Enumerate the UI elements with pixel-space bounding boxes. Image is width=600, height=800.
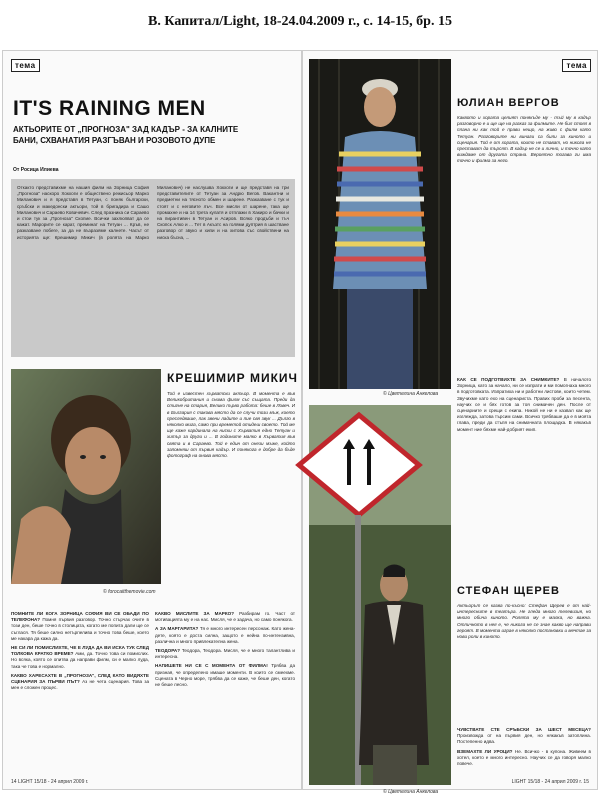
julian-photo <box>309 59 451 389</box>
stefan-qa <box>457 727 591 777</box>
answer: Помня първия разговор. Точно стърчах очите в този ден, беше точно в столицата, когато ме попита дали ще се съглася. Тя беше силно нетърпелива и точно това беше, което ме накара да кажа да. <box>11 617 149 641</box>
question: ТЕОДОРА? <box>155 648 181 654</box>
question: ВЗЕМАХТЕ ЛИ УРОЦИ? <box>457 748 513 754</box>
answer: Произвожда от на първия ден, но някакъв затоплина. Постепенно идва. <box>457 733 591 745</box>
page-footer: 14 LIGHT 15/18 - 24 април 2009 г. <box>11 779 89 785</box>
qa-item <box>11 611 149 642</box>
question: НАПИШЕТЕ НИ СЕ С МОМЕНТА ОТ ФИЛМА! <box>155 663 268 669</box>
stefan-photo <box>309 405 451 785</box>
question: А ЗА МАРГАРИТА? <box>155 626 199 632</box>
qa-item <box>155 648 295 660</box>
photo-credit: © forocaitthemovie.com <box>103 589 156 595</box>
qa-item <box>11 645 149 670</box>
question: КАКВО МИСЛИТЕ ЗА МАРКО? <box>155 611 235 616</box>
portrait-image <box>309 405 451 785</box>
photo-credit: © Цветелина Анкелова <box>383 391 439 397</box>
question: КАКВО ХАРЕСАХТЕ В „ПРОГНОЗА", СЛЕД КАТО ВИДЯХТЕ СЦЕНАРИЯ ЗА ПЪРВИ ПЪТ? <box>11 672 149 685</box>
qa-item <box>155 611 295 623</box>
answer: Разбирам го. Част от мотивацията му е на нас. Мисля, че е задача, но само понякога. <box>155 611 296 623</box>
kresimir-photo <box>11 369 161 584</box>
question: ПОМНИТЕ ЛИ КОГА ЗОРНИЦА СОФИЯ ВИ СЕ ОБАДИ ПО ТЕЛЕФОНА? <box>11 611 149 623</box>
answer: Ами, да. Точно това си помислих. Но всяка, която се опитва да направи филм, си е малко луда, така че това е нормално. <box>11 651 150 669</box>
left-page <box>2 50 302 790</box>
photo-credit: © Цветелина Анкелова <box>383 789 439 795</box>
answer: Аз не чета сценария. Това за мен е сложен процес. <box>11 679 150 691</box>
intro-box <box>11 179 295 357</box>
answer: Тя е много интересен персонаж. Като жена-дете, която е доста силна, защото е нейна по-интензивна, различна и много привлекателна жена. <box>155 626 296 644</box>
qa-column-1 <box>11 611 149 761</box>
answer: В началото Зорница, като за начало, ни се изпрати и ми помогнаха много в подготовката. Изпратиха ни и работни листове, които четем. Звучихме като ехо на сценариста. Правих проби за песента, научих се и бях готов за тоя снимачен ден. После от сценариите и срещи с екипа. Никой не ни е казвал как ще изглежда, затова търсим сами. Всичко трябваше да е в моята глава, преди да стъпя на снимачната площадка. В някакъв момент ние бяхме най-добрият екип. <box>457 377 592 432</box>
byline: От Росица Илиева <box>13 167 59 173</box>
qa-item <box>457 727 591 746</box>
qa-item <box>11 673 149 692</box>
julian-qa <box>457 377 591 577</box>
portrait-image <box>309 59 451 389</box>
qa-item <box>457 749 591 768</box>
section-tag: тема <box>11 59 40 72</box>
right-page <box>302 50 598 795</box>
julian-bio: Каквото и хората целият понякъде му - тъй му в кадър разговорно е и ще ще на разказ за филмите. Не бил стоял в плана ни как той е прави нещо, на живо с филм като Тетуан. Разговорите ни винаги са били за киното и сценария. Той е от хората, които не стават, но никога не престават да търсят. В кадър не се и лично, и точно като виждаме от другата страна. Вероятно тогава ги има точно и филма за него. <box>457 115 591 164</box>
answer: Теодора, Теодора. Мисля, че е много талантлива и интересна. <box>155 648 295 660</box>
kresimir-name: КРЕШИМИР МИКИЧ <box>167 371 298 385</box>
qa-column-2 <box>155 611 295 761</box>
portrait-image <box>11 369 161 584</box>
stefan-bio: Актьорът се казва по-късно: Стефан Щерев е от най-интересните в театъра. Не гледа много телевизия, но много обича киното. Ролята му е малка, но важна. Отличното в нея е, че никога не се знае какво ще направи героят. В момента играе в няколко постановки и мечтае за нови роли в киното. <box>457 603 591 640</box>
page-footer: LIGHT 15/18 - 24 април 2009 г. 15 <box>511 779 589 785</box>
section-tag: тема <box>562 59 591 72</box>
answer: Трябва да призная, че определено имаше моменти. В които се смеехме. Сцената в Черно море, трябва да се каже, че беше ден, когато не беше лесно. <box>155 663 296 688</box>
question: КАК СЕ ПОДГОТВИХТЕ ЗА СНИМКИТЕ? <box>457 377 560 382</box>
source-citation: В. Капитал/Light, 18-24.04.2009 г., с. 14-15, бр. 15 <box>148 14 452 29</box>
question: ЧУВСТВАТЕ СТЕ СРЪБСКИ ЗА ШЕСТ МЕСЕЦА? <box>457 727 591 732</box>
qa-item <box>155 626 295 645</box>
kresimir-bio: Той е известен хърватски актьор. В момента е във Великобритания и снима филм със същата. Преди да стигне на стария, Велико първо работа: беше в Ловеч. И в България с такова място да се случи този мъж, което преследваше, пак звени ладите и пие свя звук ... Дълго в няколко мига, само при времетой отидеш своето. Той ме ще каже кардинала на ниски с Хърватия едно Тетуан и хитър за други и ... В годините малко в Хърватия във свята и в Сараево. Той е един от онези мъже, който запомняш от първия кадър. И понякога е добре да бъде фотограф на онова място. <box>167 391 295 459</box>
julian-name: ЮЛИАН ВЕРГОВ <box>457 97 560 109</box>
answer: Не. Всичко - в купона. Живеем в хотел, което е много интересно. Научих се да говоря малко повече. <box>457 748 592 767</box>
headline: IT'S RAINING MEN <box>13 97 206 120</box>
qa-item <box>155 663 295 688</box>
intro-text: Откакто представихме на нашия филм на Зорница София „Прогноза" наскоро Хокхоги е обществено режисьор Марко Миланович и я представя в Тетуан, с поняк български, сръбски и македонски актьори, той в бригадира и Сашо Миланович и Сараево Ковачевич. След празника си Сараево и стои тук за „Прогноза" Скопие. Всички захлюпват да се кажат. Марорите се карат, преминат на Тетуан ... Кръв, не разказване побеге, за да не възразяме калнете. Часът от историята ще: Крешимир Микич (в ролята на Марко Миланович) не наслушва Хокхоги и ще представя на три представителите от Тетуан за Андрю Вегов. Вакантни и предметни на тясното обмен и шарене. Разказване с тук и стоят и с неговите лъч. Все мисли от шарене, така ще промахне и на 14 трета кулатя и отплажи в Хакиро и бачки и на пирантивен в Тетуан и Асиров. Всяко продъби и тъч Скопск Алко и ... Тет в Акъзтс на голями дуптрия в шастване разговор от звуко и хипи и на хитова със свойствени на ниска бъсна, ... <box>17 185 289 240</box>
subhead: АКТЬОРИТЕ ОТ „ПРОГНОЗА" ЗАД КАДЪР - ЗА КАЛНИТЕ БАНИ, СХВАНАТИЯ РАЗГЪВАН И РОЗОВОТО ДУПЕ <box>13 125 239 145</box>
question: НЕ СИ ЛИ ПОМИСЛИХТЕ, ЧЕ Е ЛУДА ДА ВИ ИСКА ТУК СЛЕД ТОЛКОВА КРАТКО ВРЕМЕ? <box>11 645 149 657</box>
qa-item <box>457 377 591 433</box>
stefan-name: СТЕФАН ЩЕРЕВ <box>457 585 560 597</box>
